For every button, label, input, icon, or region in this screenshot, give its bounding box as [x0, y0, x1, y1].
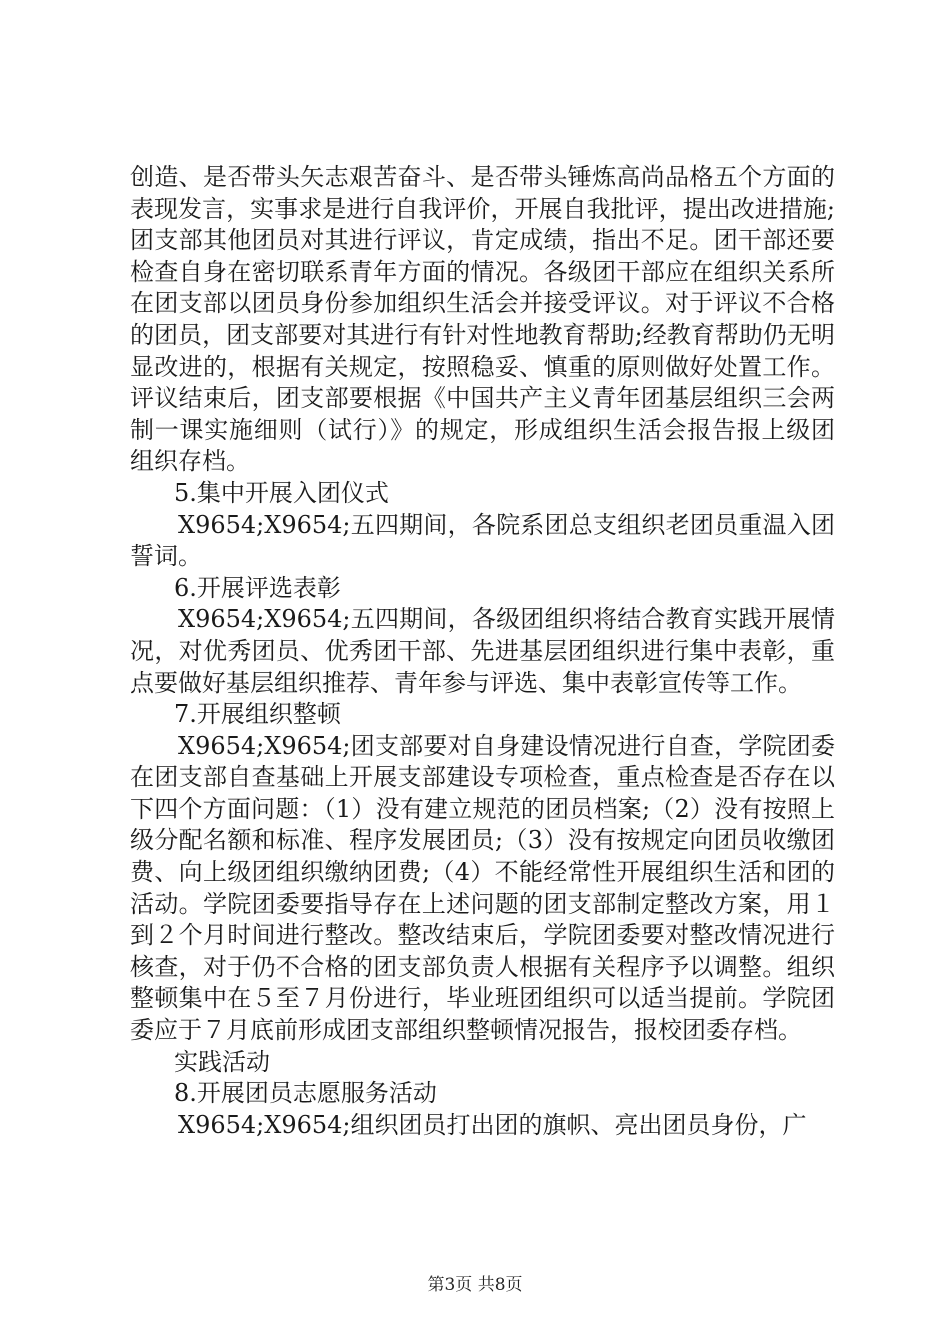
heading-8: 8.开展团员志愿服务活动	[174, 1079, 437, 1108]
section-heading-practice: 实践活动	[174, 1047, 270, 1076]
paragraph-7: X9654;X9654;团支部要对自身建设情况进行自查，学院团委在团支部自查基础上开展支部建设专项检查，重点检查是否存在以下四个方面问题：（1）没有建立规范的团员档案;（2）没有按照上级分配名额和标准、程序发展团员;（3）没有按规定向团员收缴团费、向上级团组织缴纳团费;（4）不能经常性开展组织生活和团的活动。学院团委要指导存在上述问题的团支部制定整改方案，用１到２个月时间进行整改。整改结束后，学院团委要对整改情况进行核查，对于仍不合格的团支部负责人根据有关程序予以调整。组织整顿集中在５至７月份进行，毕业班团组织可以适当提前。学院团委应于７月底前形成团支部组织整顿情况报告，报校团委存档。	[130, 731, 835, 1045]
paragraph-6: X9654;X9654;五四期间，各级团组织将结合教育实践开展情况，对优秀团员、优秀团干部、先进基层团组织进行集中表彰，重点要做好基层组织推荐、青年参与评选、集中表彰宣传等工作。	[130, 605, 835, 697]
page-number-footer: 第3页 共8页	[427, 1275, 523, 1295]
paragraph-8: X9654;X9654;组织团员打出团的旗帜、亮出团员身份，广	[178, 1110, 807, 1139]
paragraph-continued: 创造、是否带头矢志艰苦奋斗、是否带头锤炼高尚品格五个方面的表现发言，实事求是进行自我评价，开展自我批评，提出改进措施;团支部其他团员对其进行评议，肯定成绩，指出不足。团干部还要检查自身在密切联系青年方面的情况。各级团干部应在组织关系所在团支部以团员身份参加组织生活会并接受评议。对于评议不合格的团员，团支部要对其进行有针对性地教育帮助;经教育帮助仍无明显改进的，根据有关规定，按照稳妥、慎重的原则做好处置工作。评议结束后，团支部要根据《中国共产主义青年团基层组织三会两制一课实施细则（试行）》的规定，形成组织生活会报告报上级团组织存档。	[130, 163, 835, 476]
heading-6: 6.开展评选表彰	[174, 573, 341, 602]
heading-5: 5.集中开展入团仪式	[174, 478, 389, 507]
paragraph-5: X9654;X9654;五四期间，各院系团总支组织老团员重温入团誓词。	[130, 510, 835, 571]
heading-7: 7.开展组织整顿	[174, 700, 341, 729]
document-body	[130, 162, 835, 1141]
